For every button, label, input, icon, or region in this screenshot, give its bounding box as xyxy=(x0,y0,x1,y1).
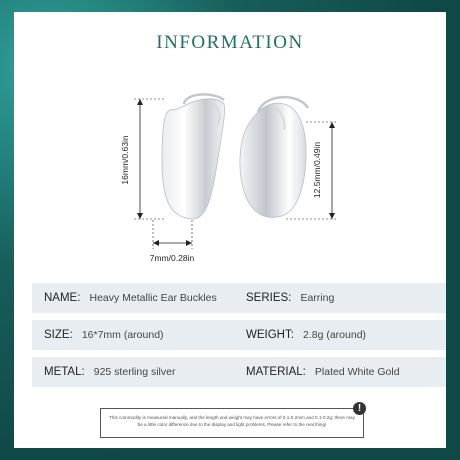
height-label-left: 16mm/0.63in xyxy=(120,135,130,185)
height-dimension-left xyxy=(120,99,164,219)
left-earring-image xyxy=(162,94,225,219)
size-key: SIZE: xyxy=(44,329,73,341)
metal-value: 925 sterling silver xyxy=(93,366,176,378)
earring-product-illustration xyxy=(14,12,446,282)
series-key: SERIES: xyxy=(246,292,292,304)
size-value: 16*7mm (around) xyxy=(81,329,164,341)
material-value: Plated White Gold xyxy=(314,366,400,378)
metal-key: METAL: xyxy=(44,366,85,378)
disclaimer-box xyxy=(100,403,364,438)
right-earring-image xyxy=(240,97,308,217)
width-dimension-bottom xyxy=(150,220,195,263)
name-key: NAME: xyxy=(44,292,81,304)
disclaimer-text: This commodity is measured manually, and the length and weight may have errors of 0.1-0.2mm and 0.1-0.2g; there may be a little color difference due to the display and light problems. Please refer to the real thing! xyxy=(109,415,355,427)
info-row-metal-material xyxy=(32,357,446,387)
page-title: INFORMATION xyxy=(156,32,304,53)
series-value: Earring xyxy=(300,292,335,304)
exclamation-icon: ! xyxy=(353,402,366,415)
info-row-size-weight xyxy=(32,320,446,350)
material-key: MATERIAL: xyxy=(246,366,306,378)
info-row-name-series xyxy=(32,283,446,313)
weight-key: WEIGHT: xyxy=(246,329,294,341)
width-label: 7mm/0.28in xyxy=(149,253,195,263)
height-label-right: 12.5mm/0.49in xyxy=(312,141,322,199)
info-card xyxy=(14,12,446,448)
weight-value: 2.8g (around) xyxy=(302,329,367,341)
name-value: Heavy Metallic Ear Buckles xyxy=(89,292,217,304)
